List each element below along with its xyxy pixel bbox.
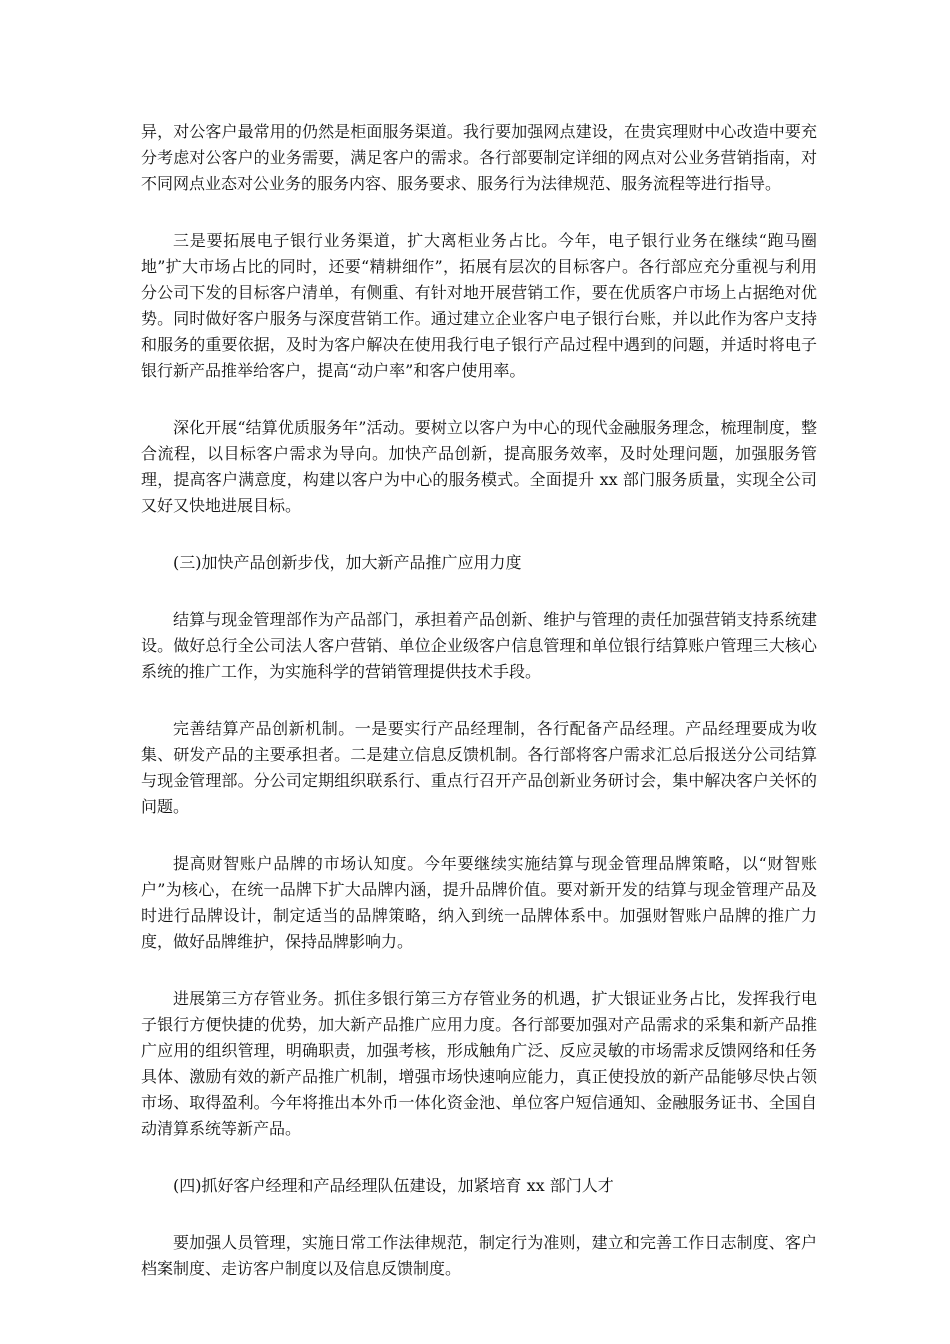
paragraph-electronic-banking: 三是要拓展电子银行业务渠道，扩大离柜业务占比。今年，电子银行业务在继续“跑马圈地”扩大市场占比的同时，还要“精耕细作”，拓展有层次的目标客户。各行部应充分重视与利用分公司下发的目标客户清单，有侧重、有针对地开展营销工作，要在优质客户市场上占据绝对优势。同时做好客户服务与深度营销工作。通过建立企业客户电子银行台账，并以此作为客户支持和服务的重要依据，及时为客户解决在使用我行电子银行产品过程中遇到的问题，并适时将电子银行新产品推举给客户，提高“动户率”和客户使用率。 — [141, 231, 817, 380]
paragraph-cash-management: 结算与现金管理部作为产品部门，承担着产品创新、维护与管理的责任加强营销支持系统建设。做好总行全公司法人客户营销、单位企业级客户信息管理和单位银行结算账户管理三大核心系统的推广工作，为实施科学的营销管理提供技术手段。 — [141, 610, 817, 681]
section-heading-3: (三)加快产品创新步伐，加大新产品推广应用力度 — [173, 553, 522, 572]
paragraph-continuation: 异，对公客户最常用的仍然是柜面服务渠道。我行要加强网点建设，在贵宾理财中心改造中要充分考虑对公客户的业务需要，满足客户的需求。各行部要制定详细的网点对公业务营销指南，对不同网点业态对公业务的服务内容、服务要求、服务行为法律规范、服务流程等进行指导。 — [141, 122, 817, 193]
section-heading-4: (四)抓好客户经理和产品经理队伍建设，加紧培育 xx 部门人才 — [173, 1176, 614, 1195]
paragraph-brand-awareness: 提高财智账户品牌的市场认知度。今年要继续实施结算与现金管理品牌策略，以“财智账户”为核心，在统一品牌下扩大品牌内涵，提升品牌价值。要对新开发的结算与现金管理产品及时进行品牌设计，制定适当的品牌策略，纳入到统一品牌体系中。加强财智账户品牌的推广力度，做好品牌维护，保持品牌影响力。 — [141, 854, 817, 951]
document-page — [141, 119, 817, 1313]
paragraph-third-party-custody: 进展第三方存管业务。抓住多银行第三方存管业务的机遇，扩大银证业务占比，发挥我行电子银行方便快捷的优势，加大新产品推广应用力度。各行部要加强对产品需求的采集和新产品推广应用的组织管理，明确职责，加强考核，形成触角广泛、反应灵敏的市场需求反馈网络和任务具体、激励有效的新产品推广机制，增强市场快速响应能力，真正使投放的新产品能够尽快占领市场、取得盈利。今年将推出本外币一体化资金池、单位客户短信通知、金融服务证书、全国自动清算系统等新产品。 — [141, 989, 817, 1138]
paragraph-product-innovation: 完善结算产品创新机制。一是要实行产品经理制，各行配备产品经理。产品经理要成为收集、研发产品的主要承担者。二是建立信息反馈机制。各行部将客户需求汇总后报送分公司结算与现金管理部。分公司定期组织联系行、重点行召开产品创新业务研讨会，集中解决客户关怀的问题。 — [141, 719, 817, 816]
paragraph-quality-service-year: 深化开展“结算优质服务年”活动。要树立以客户为中心的现代金融服务理念，梳理制度，整合流程，以目标客户需求为导向。加快产品创新，提高服务效率，及时处理问题，加强服务管理，提高客户满意度，构建以客户为中心的服务模式。全面提升 xx 部门服务质量，实现全公司又好又快地进展目标。 — [141, 418, 817, 515]
paragraph-staff-management: 要加强人员管理，实施日常工作法律规范，制定行为准则，建立和完善工作日志制度、客户档案制度、走访客户制度以及信息反馈制度。 — [141, 1233, 817, 1278]
